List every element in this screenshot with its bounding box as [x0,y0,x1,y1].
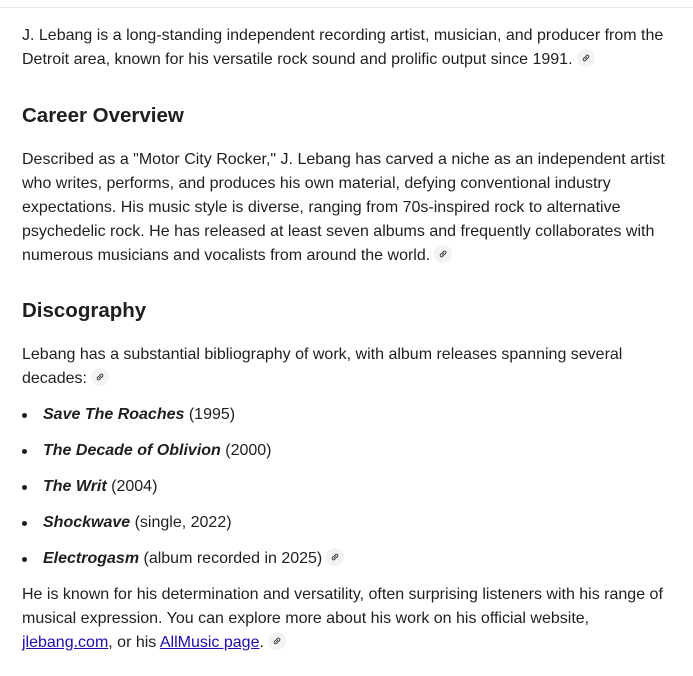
source-link-icon[interactable] [577,49,595,67]
career-text: Described as a "Motor City Rocker," J. Lebang has carved a niche as an independent artist who writes, performs, and produces his own material, defying conventional industry expectations. His music style is diverse, ranging from 70s-inspired rock to alternative psychedelic rock. He has released at least seven albums and frequently collaborates with numerous musicians and vocalists from around the world. [22,151,665,264]
album-detail: (2004) [106,478,158,495]
source-link-icon[interactable] [91,368,109,386]
intro-text: J. Lebang is a long-standing independent recording artist, musician, and producer from the Detroit area, known for his versatile rock sound and prolific output since 1991. [22,27,664,68]
album-detail: (single, 2022) [130,514,232,531]
closing-paragraph [22,583,682,655]
response-content [22,24,682,655]
album-list-item [22,547,682,571]
album-title: Shockwave [43,514,131,531]
career-paragraph [22,148,682,268]
closing-text-after: . [259,634,264,651]
closing-text-middle: , or his [108,634,160,651]
album-list-item [22,439,682,463]
top-divider [0,7,693,8]
album-title: Electrogasm [43,550,140,567]
source-link-icon[interactable] [326,548,344,566]
closing-text-before: He is known for his determination and versatility, often surprising listeners with his range of musical expression. You can explore more about his work on his official website, [22,586,663,627]
source-link-icon[interactable] [434,245,452,263]
album-list-item [22,475,682,499]
discography-intro-paragraph [22,343,682,391]
source-link-icon[interactable] [268,632,286,650]
album-title: The Writ [43,478,107,495]
album-list [22,403,682,571]
album-detail: (1995) [184,406,236,423]
album-list-item [22,403,682,427]
album-title: Save The Roaches [43,406,185,423]
career-overview-heading: Career Overview [22,104,184,127]
album-detail: (album recorded in 2025) [139,550,323,567]
discography-heading: Discography [22,299,147,322]
intro-paragraph [22,24,682,72]
discography-intro-text: Lebang has a substantial bibliography of work, with album releases spanning several decades: [22,346,623,387]
official-website-link[interactable]: jlebang.com [22,634,109,651]
allmusic-page-link[interactable]: AllMusic page [159,634,260,651]
album-title: The Decade of Oblivion [43,442,221,459]
album-detail: (2000) [220,442,272,459]
album-list-item [22,511,682,535]
